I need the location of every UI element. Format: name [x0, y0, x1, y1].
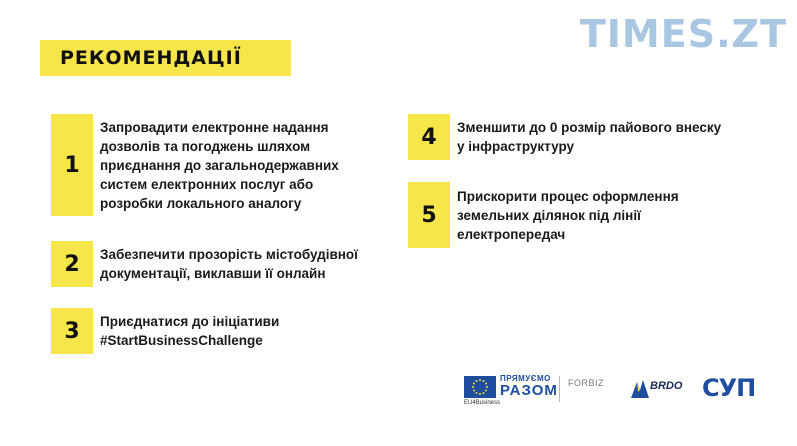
recommendation-1: [51, 114, 339, 216]
brdo-logo: BRDO: [650, 380, 683, 392]
site-logo[interactable]: TIMES.ZT: [579, 12, 787, 56]
recommendation-text: Зменшити до 0 розмір пайового внеску у інфраструктуру: [457, 120, 722, 154]
eu4business-text: EU4Business: [464, 400, 501, 406]
partner-divider: [559, 376, 560, 402]
recommendation-number: 3: [51, 308, 93, 354]
recommendation-text: Запровадити електронне надання дозволів та погоджень шляхом приєднання до загальнодержавних систем електронних послуг або розробки локального аналогу: [100, 119, 339, 211]
recommendation-text: Приєднатися до ініціативи #StartBusinessChallenge: [100, 314, 280, 348]
recommendation-number: 2: [51, 241, 93, 287]
recommendation-number: 4: [408, 114, 450, 160]
sup-logo: СУП: [702, 374, 756, 402]
razom-text: РАЗОМ: [500, 382, 558, 399]
recommendation-3: [51, 308, 279, 354]
brdo-mark-icon: [629, 378, 651, 400]
forbiz-logo: FORBIZ: [568, 378, 604, 388]
eu-flag-icon: [464, 376, 496, 398]
recommendation-4: [408, 114, 721, 160]
recommendation-5: [408, 182, 679, 248]
recommendation-number: 1: [51, 114, 93, 216]
page-title: РЕКОМЕНДАЦІЇ: [60, 47, 242, 69]
pryamuyemo-text: ПРЯМУЄМО: [500, 374, 551, 383]
title-banner: [40, 40, 291, 76]
eu-stars-icon: [464, 376, 496, 398]
recommendation-number: 5: [408, 182, 450, 248]
recommendation-2: [51, 241, 358, 287]
recommendation-text: Забезпечити прозорість містобудівної документації, виклавши її онлайн: [100, 247, 358, 281]
partner-logos: [464, 374, 764, 408]
recommendation-text: Прискорити процес оформлення земельних ділянок під лінії електропередач: [457, 188, 679, 242]
